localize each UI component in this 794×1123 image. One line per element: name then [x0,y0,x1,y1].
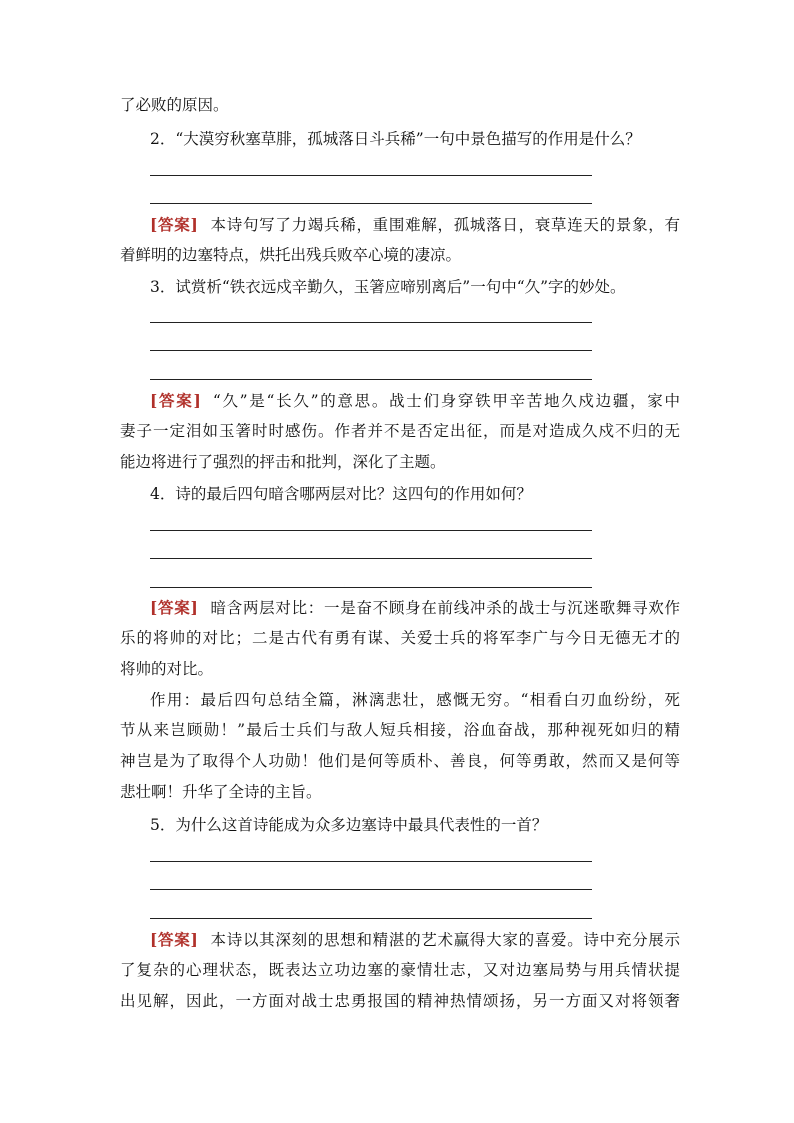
answer-4-line-2 [120,627,680,649]
answer-4-line-6 [120,750,680,772]
answer-3-text-3: 能边将进行了强烈的抨击和批判，深化了主题。 [120,453,446,471]
question-2 [150,128,794,150]
answer-5-text-3: 出见解，因此，一方面对战士忠勇报国的精神热情颂扬，另一方面又对将领奢 [120,992,680,1010]
answer-5-text-2: 了复杂的心理状态，既表达立功边塞的豪情壮志，又对边塞局势与用兵情状提 [120,961,680,979]
question-3-text: 3．试赏析“铁衣远戍辛勤久，玉箸应啼别离后”一句中“久”字的妙处。 [150,278,626,296]
question-3 [150,276,794,298]
answer-blank-line [150,861,592,862]
answer-4-line-7 [120,781,680,803]
text-span: 了必败的原因。 [120,96,229,114]
answer-blank-line [150,322,592,323]
question-4-text: 4．诗的最后四句暗含哪两层对比？这四句的作用如何？ [150,485,532,503]
answer-2-text-2: 着鲜明的边塞特点，烘托出残兵败卒心境的凄凉。 [120,246,462,264]
answer-blank-line [150,350,592,351]
answer-4-text-5: 节从来岂顾勋！”最后士兵们与敌人短兵相接，浴血奋战，那种视死如归的精 [120,721,680,739]
question-2-text: 2．“大漠穷秋塞草腓，孤城落日斗兵稀”一句中景色描写的作用是什么？ [150,130,641,148]
answer-4-line-5 [120,719,680,741]
question-5 [150,814,794,836]
answer-tag: [答案] [150,215,198,234]
answer-tag: [答案] [150,598,198,617]
answer-3-text-1: “久”是“长久”的意思。战士们身穿铁甲辛苦地久戍边疆，家中 [212,392,680,410]
answer-5-line-2 [120,959,680,981]
continued-text-line [120,94,794,116]
answer-blank-line [150,918,592,919]
answer-2-text-1: 本诗句写了力竭兵稀，重围难解，孤城落日，衰草连天的景象，有 [209,216,680,234]
answer-4-text-3: 将帅的对比。 [120,660,214,678]
answer-blank-line [150,558,592,559]
answer-4-line-1 [150,597,680,619]
answer-blank-line [150,530,592,531]
answer-5-line-3 [120,990,680,1012]
answer-2-line-2 [120,244,680,266]
answer-4-text-4: 作用：最后四句总结全篇，淋漓悲壮，感慨无穷。“相看白刃血纷纷，死 [150,691,680,709]
answer-blank-line [150,587,592,588]
question-4 [150,483,794,505]
answer-3-line-1 [150,390,680,412]
answer-5-line-1 [150,929,680,951]
answer-4-line-4 [150,689,680,711]
answer-4-text-7: 悲壮啊！升华了全诗的主旨。 [120,783,322,801]
answer-blank-line [150,889,592,890]
answer-3-line-2 [120,420,680,442]
answer-3-text-2: 妻子一定泪如玉箸时时感伤。作者并不是否定出征，而是对造成久戍不归的无 [120,422,680,440]
answer-blank-line [150,175,592,176]
answer-tag: [答案] [150,391,201,410]
answer-4-text-6: 神岂是为了取得个人功勋！他们是何等质朴、善良，何等勇敢，然而又是何等 [120,752,680,770]
answer-2-line-1 [150,214,680,236]
answer-blank-line [150,379,592,380]
answer-3-line-3 [120,451,680,473]
answer-4-text-1: 暗含两层对比：一是奋不顾身在前线冲杀的战士与沉迷歌舞寻欢作 [209,599,680,617]
answer-5-text-1: 本诗以其深刻的思想和精湛的艺术赢得大家的喜爱。诗中充分展示 [209,931,680,949]
answer-blank-line [150,203,592,204]
answer-4-line-3 [120,658,680,680]
answer-4-text-2: 乐的将帅的对比；二是古代有勇有谋、关爱士兵的将军李广与今日无德无才的 [120,629,680,647]
answer-tag: [答案] [150,930,198,949]
question-5-text: 5．为什么这首诗能成为众多边塞诗中最具代表性的一首？ [150,816,548,834]
